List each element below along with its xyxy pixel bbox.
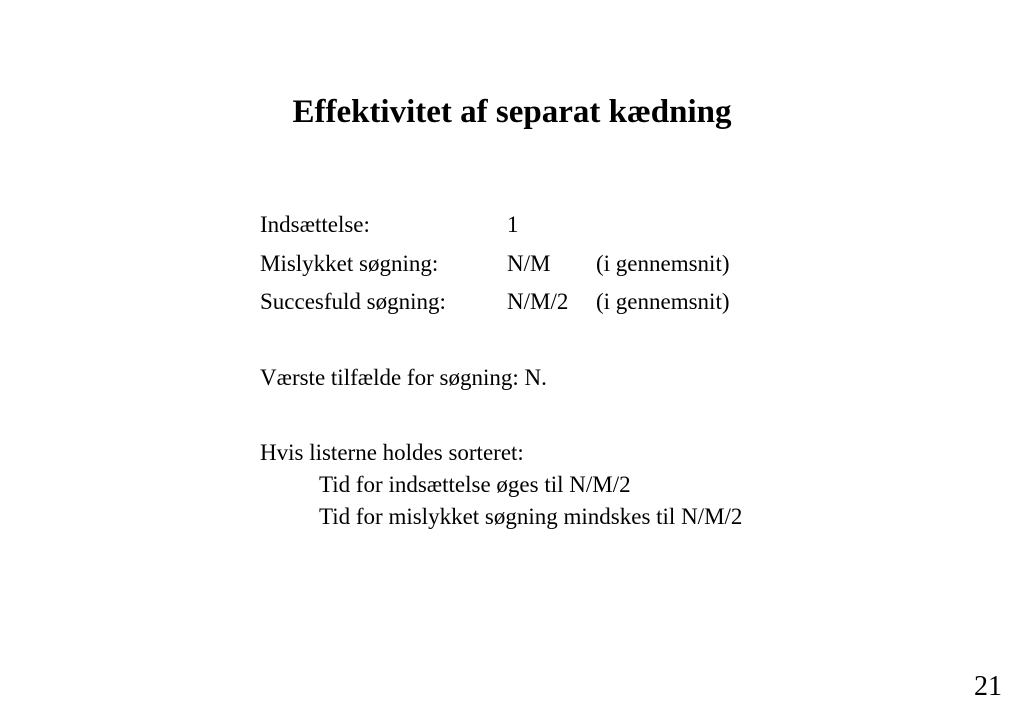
stat-note: (i gennemsnit) — [596, 251, 730, 276]
stat-value: N/M/2 — [507, 289, 569, 314]
stat-label: Succesfuld søgning: — [260, 289, 446, 314]
stat-value: 1 — [507, 212, 519, 237]
slide-title: Effektivitet af separat kædning — [292, 94, 732, 130]
stat-label: Indsættelse: — [260, 212, 370, 237]
sorted-lists-item: Tid for indsættelse øges til N/M/2 — [319, 472, 631, 497]
worst-case-text: Værste tilfælde for søgning: N. — [260, 365, 547, 390]
page-number: 21 — [974, 671, 1002, 702]
stat-note: (i gennemsnit) — [596, 289, 730, 314]
stat-label: Mislykket søgning: — [260, 251, 439, 276]
sorted-lists-heading: Hvis listerne holdes sorteret: — [260, 440, 524, 465]
sorted-lists-item: Tid for mislykket søgning mindskes til N/M/2 — [319, 504, 743, 529]
stat-value: N/M — [507, 251, 551, 276]
